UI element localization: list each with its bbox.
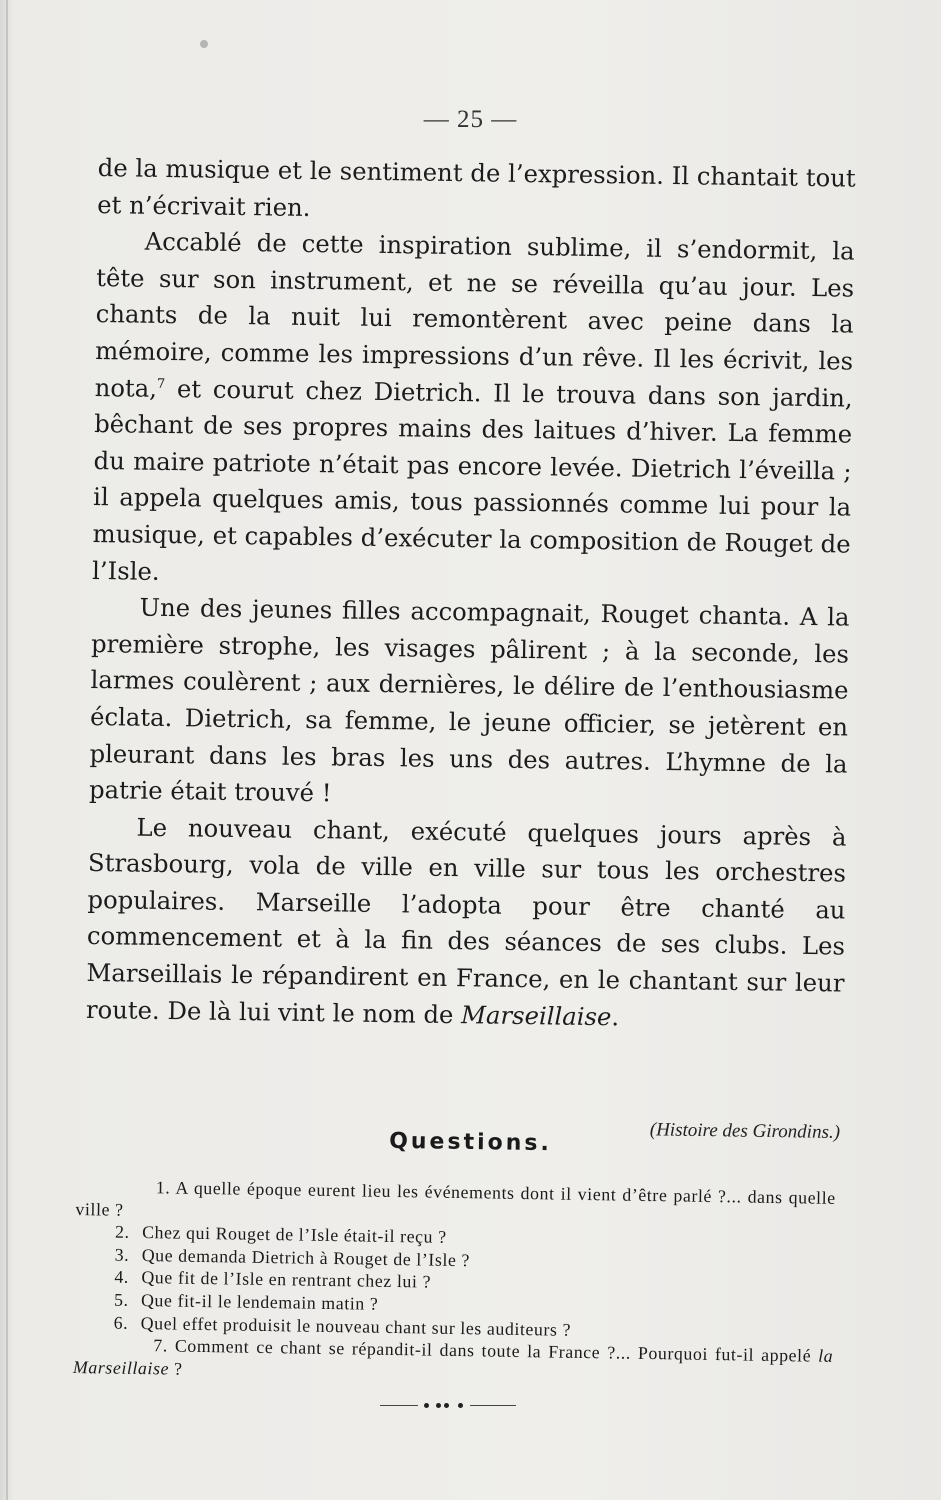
- paragraph-1: [97, 150, 856, 234]
- question-number: 5.: [113, 1289, 129, 1310]
- question-number: 1.: [155, 1177, 171, 1198]
- paragraph-4-text-a: Le nouveau chant, exécuté quelques jours après à Strasbourg, vola de ville en ville sur tous les orchestres populaires. Marseille l’adopta pour être chanté au commencement et à la fin des séances de ses clubs. Les Marseillais le répandirent en France, en le chantant sur leur route. De là lui vint le nom de: [85, 812, 847, 1029]
- question-number: 2.: [114, 1221, 130, 1243]
- body-text: [86, 150, 856, 1039]
- marseillaise-title: Marseillaise: [460, 999, 612, 1031]
- question-number: 6.: [113, 1312, 129, 1333]
- divider-line-left: [380, 1405, 418, 1406]
- question-number: 3.: [114, 1244, 130, 1265]
- paragraph-2: [92, 223, 855, 599]
- question-text: Que fit-il le lendemain matin ?: [140, 1290, 379, 1314]
- question-text: A quelle époque eurent lieu les événements dont il vient d’être parlé ?... dans quelle ville ?: [75, 1177, 836, 1220]
- question-text: Que demanda Dietrich à Rouget de l’Isle ?: [141, 1244, 471, 1270]
- question-number: 4.: [114, 1266, 130, 1288]
- question-text: Chez qui Rouget de l’Isle était-il reçu ?: [141, 1222, 447, 1248]
- paragraph-3-text: Une des jeunes filles accompagnait, Rouget chanta. A la première strophe, les visages pâlirent ; à la seconde, les larmes coulèrent ; aux dernières, le délire de l’enthousiasme éclata. Dietrich, sa femme, le jeune officier, se jetèrent en pleurant dans les bras les uns des autres. L’hymne de la patrie était trouvé !: [88, 592, 850, 808]
- paragraph-1-text: de la musique et le sentiment de l’expression. Il chantait tout et n’écrivait rien.: [97, 152, 856, 222]
- ink-speck: [200, 40, 208, 48]
- questions-heading: Questions.: [388, 1128, 552, 1157]
- paragraph-2-text-a: Accablé de cette inspiration sublime, il s’endormit, la tête sur son instrument, et ne se réveilla qu’au jour. Les chants de la nuit lui remontèrent avec peine dans la mémoire, comme les impressions d’un rêve. Il les écrivit, les nota,: [94, 226, 855, 403]
- divider-dot: [458, 1403, 463, 1408]
- page-number: — 25 —: [423, 106, 518, 133]
- question-text: Que fit de l’Isle en rentrant chez lui ?: [141, 1267, 432, 1292]
- question-text: Comment ce chant se répandit-il dans toute la France ?... Pourquoi fut-il appelé: [174, 1335, 819, 1366]
- divider-dot: [436, 1403, 441, 1408]
- divider-dot: [444, 1403, 449, 1408]
- source-citation: (Histoire des Girondins.): [649, 1119, 841, 1143]
- question-number: 7.: [153, 1335, 169, 1356]
- questions-list: [73, 1175, 836, 1390]
- question-text-italic: la Marseillaise: [72, 1345, 834, 1379]
- divider-dot: [424, 1403, 429, 1408]
- footnote-marker: 7: [156, 376, 166, 392]
- paragraph-2-text-b: et courut chez Dietrich. Il le trouva dans son jardin, bêchant de ses propres mains des laitues d’hiver. La femme du maire patriote n’était pas encore levée. Dietrich l’éveilla ; il appela quelques amis, tous passionnés comme lui pour la musique, et capables d’exécuter la composition de Rouget de l’Isle.: [91, 373, 853, 586]
- ornamental-divider-icon: [380, 1400, 516, 1412]
- question-text: Quel effet produisit le nouveau chant sur les auditeurs ?: [140, 1312, 572, 1340]
- paragraph-4: [86, 809, 847, 1039]
- question-text-end: ?: [168, 1358, 183, 1379]
- paragraph-3: [89, 589, 850, 819]
- divider-line-right: [470, 1405, 516, 1406]
- page-edge: [6, 0, 8, 1500]
- paragraph-4-text-b: .: [611, 1001, 620, 1032]
